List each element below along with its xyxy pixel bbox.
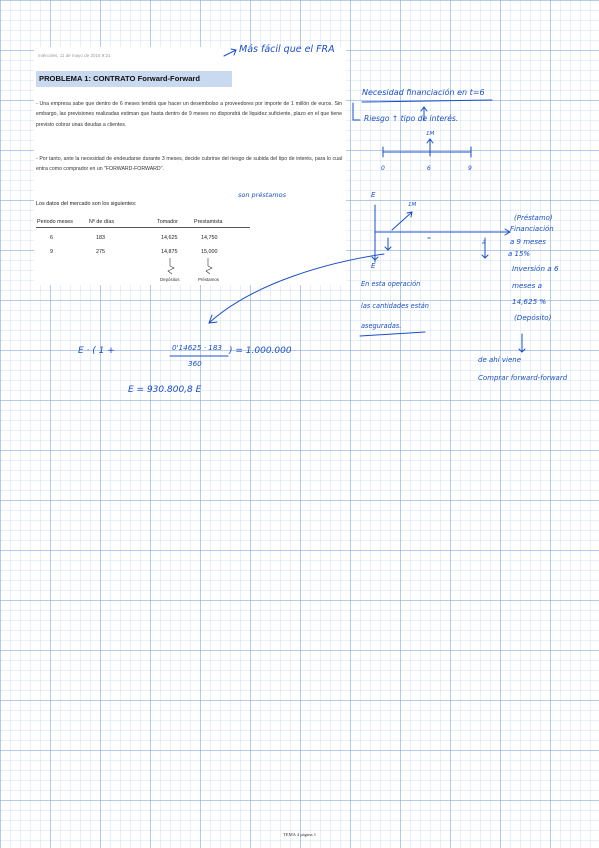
table-cell: 6 [50, 235, 53, 241]
note-prestamo-4: a 15% [508, 250, 531, 258]
timeline-label-9: 9 [468, 165, 472, 172]
note-operacion-2: las cantidades están [361, 302, 429, 310]
problem-paragraph-1: - Una empresa sabe que dentro de 6 meses tendrá que hacer un desembolso a proveedores por importe de 1 millón de euros. Sin embargo, las previsiones realizadas estiman que hasta dentro de 9 meses no dispondrá de liquidez suficiente, plazo en el que tiene previsto cobrar unas deudas a clientes. [36, 101, 342, 128]
table-header-periodo: Periodo meses [37, 219, 73, 225]
table-cell: 15,000 [201, 249, 218, 255]
arrow-mas-facil-icon [224, 49, 236, 56]
table-header-prestamista: Prestamista [194, 219, 223, 225]
formula-denominator: 360 [188, 359, 202, 368]
table-cell: 14,875 [161, 249, 178, 255]
bracket-tomador-icon [168, 258, 174, 274]
note-operacion-1: En esta operación [361, 280, 421, 288]
note-prestamo-3: a 9 meses [510, 238, 546, 246]
note-mas-facil: Más fácil que el FRA [239, 44, 335, 55]
page-footer: TEMA 4 página 1 [282, 832, 317, 837]
axis-label-e-top: E [371, 191, 376, 199]
arrow-riesgo-icon [353, 103, 360, 120]
table-cell: 183 [96, 235, 105, 241]
formula-numerator: 0'14625 · 183 [172, 343, 222, 352]
formula-result: E = 930.800,8 E [128, 385, 202, 395]
timeline-label-6: 6 [427, 165, 431, 172]
timeline-label-0: 0 [381, 165, 385, 172]
problem-title: PROBLEMA 1: CONTRATO Forward-Forward [39, 74, 201, 83]
bracket-prestamista-icon [206, 258, 212, 274]
note-compra-1: de ahí viene [478, 356, 522, 364]
note-compra-2: Comprar forward-forward [478, 374, 568, 382]
note-operacion-3: aseguradas. [361, 322, 402, 330]
label-depositos: Depósitos [160, 277, 180, 282]
diagonal-arrow-icon [392, 212, 412, 230]
underline-necesidad-icon [362, 100, 492, 102]
table-header-tomador: Tomador [157, 219, 178, 225]
table-cell: 275 [96, 249, 105, 255]
table-cell: 9 [50, 249, 53, 255]
timeline-label-1m-mid: 1M [408, 202, 417, 208]
note-son-prestamos: son préstamos [238, 191, 286, 199]
note-inversion-4: (Depósito) [514, 313, 552, 322]
axis-label-a: a [482, 238, 486, 246]
long-curve-icon [209, 254, 384, 323]
timeline-label-1m-top: 1M [426, 131, 435, 137]
formula-right: ) = 1.000.000 [229, 346, 292, 356]
arrow-down-e-icon [372, 245, 378, 260]
note-inversion-2: meses a [512, 281, 543, 290]
table-header-dias: Nº de días [89, 219, 115, 225]
problem-paragraph-2: - Por tanto, ante la necesidad de endeudarse durante 3 meses, decide cubrirse del riesgo de subida del tipo de interés, para lo cual entra como comprador en un "FORWARD-FORWARD". [36, 156, 342, 173]
note-inversion-1: Inversión a 6 [512, 264, 559, 273]
data-intro: Los datos del mercado son los siguientes: [36, 201, 137, 207]
note-necesidad: Necesidad financiación en t=6 [362, 88, 485, 97]
note-prestamo-1: (Préstamo) [514, 214, 553, 222]
label-prestamos: Préstamos [198, 277, 219, 282]
arrow-down-deposito-icon [519, 334, 525, 352]
timeline-mid-icon [375, 229, 510, 235]
arrow-up-1m-icon [427, 139, 433, 150]
under-operacion-icon [360, 332, 425, 336]
arrow-down-e2-icon [385, 238, 391, 250]
axis-label-e-bottom: E [371, 262, 376, 270]
note-inversion-3: 14,625 % [512, 297, 547, 306]
note-riesgo: Riesgo ↑ tipo de interés. [364, 114, 459, 123]
table-cell: 14,750 [201, 235, 218, 241]
formula-left: E · ( 1 + [78, 346, 115, 356]
date-line: miércoles, 11 de mayo de 2016 9:21 [38, 53, 111, 58]
table-cell: 14,625 [161, 235, 178, 241]
note-prestamo-2: Financiación [510, 225, 554, 233]
